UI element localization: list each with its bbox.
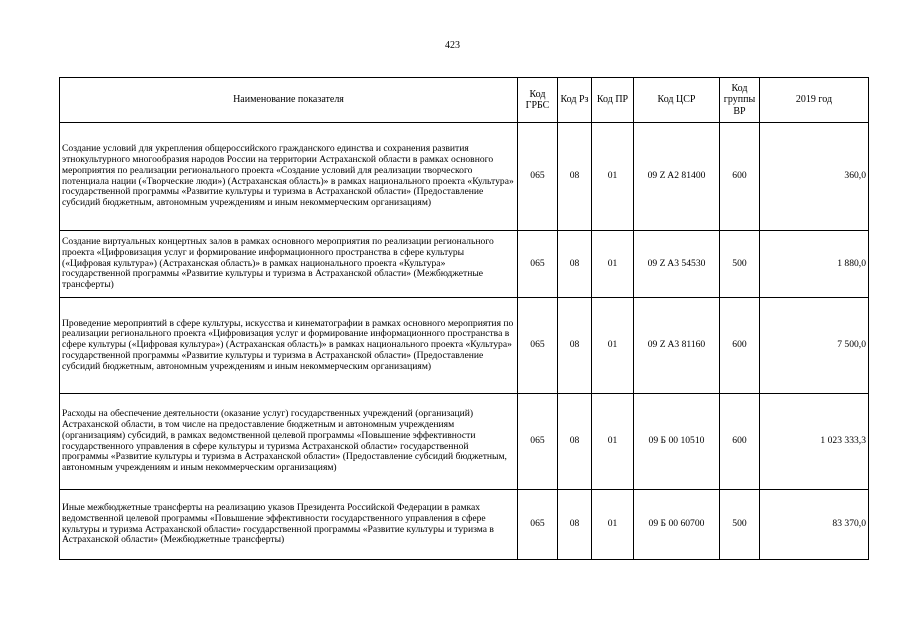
header-row [60,78,869,123]
amount-2019: 360,0 [760,123,869,231]
grbs-code: 065 [518,490,558,560]
pr-code: 01 [592,123,634,231]
rz-code: 08 [558,231,592,298]
grbs-code: 065 [518,394,558,490]
header-name: Наименование показателя [60,78,518,123]
table-body [60,123,869,560]
rz-code: 08 [558,123,592,231]
header-csr: Код ЦСР [634,78,720,123]
budget-table [59,77,869,560]
pr-code: 01 [592,298,634,394]
header-grbs: Код ГРБС [518,78,558,123]
pr-code: 01 [592,394,634,490]
table-row [60,394,869,490]
csr-code: 09 Б 00 10510 [634,394,720,490]
csr-code: 09 Б 00 60700 [634,490,720,560]
pr-code: 01 [592,231,634,298]
header-year: 2019 год [760,78,869,123]
amount-2019: 1 023 333,3 [760,394,869,490]
vr-code: 500 [720,231,760,298]
page-number: 423 [445,40,460,51]
table-header [60,78,869,123]
table-row [60,490,869,560]
vr-code: 600 [720,123,760,231]
vr-code: 600 [720,394,760,490]
grbs-code: 065 [518,298,558,394]
csr-code: 09 Z A3 54530 [634,231,720,298]
amount-2019: 1 880,0 [760,231,869,298]
header-rz: Код Рз [558,78,592,123]
table-row [60,298,869,394]
grbs-code: 065 [518,123,558,231]
header-pr: Код ПР [592,78,634,123]
indicator-name: Расходы на обеспечение деятельности (оказание услуг) государственных учреждений (организаций) Астраханской области, в том числе на предоставление бюджетным и автономным учреждениям (организациям) субсидий, в рамках ведомственной целевой программы «Повышение эффективности государственного управления в сфере культуры и туризма Астраханской области» государственной программы «Развитие культуры и туризма в Астраханской области» (Предоставление субсидий бюджетным, автономным учреждениям и иным некоммерческим организациям) [60,394,518,490]
header-vr: Код группы ВР [720,78,760,123]
indicator-name: Создание условий для укрепления общероссийского гражданского единства и сохранения развития этнокультурного многообразия народов России на территории Астраханской области в рамках основного мероприятия по реализации регионального проекта «Создание условий для реализации творческого потенциала нации («Творческие люди») (Астраханская область)» в рамках национального проекта «Культура» государственной программы «Развитие культуры и туризма в Астраханской области» (Предоставление субсидий бюджетным, автономным учреждениям и иным некоммерческим организациям) [60,123,518,231]
grbs-code: 065 [518,231,558,298]
csr-code: 09 Z A3 81160 [634,298,720,394]
pr-code: 01 [592,490,634,560]
indicator-name: Проведение мероприятий в сфере культуры, искусства и кинематографии в рамках основного мероприятия по реализации регионального проекта «Цифровизация услуг и формирование информационного пространства в сфере культуры («Цифровая культура») (Астраханская область)» в рамках национального проекта «Культура» государственной программы «Развитие культуры и туризма в Астраханской области» (Предоставление субсидий бюджетным, автономным учреждениям и иным некоммерческим организациям) [60,298,518,394]
vr-code: 600 [720,298,760,394]
rz-code: 08 [558,490,592,560]
amount-2019: 7 500,0 [760,298,869,394]
amount-2019: 83 370,0 [760,490,869,560]
rz-code: 08 [558,298,592,394]
csr-code: 09 Z A2 81400 [634,123,720,231]
vr-code: 500 [720,490,760,560]
table-row [60,123,869,231]
indicator-name: Иные межбюджетные трансферты на реализацию указов Президента Российской Федерации в рамках ведомственной целевой программы «Повышение эффективности государственного управления в сфере культуры и туризма Астраханской области» государственной программы «Развитие культуры и туризма в Астраханской области» (Межбюджетные трансферты) [60,490,518,560]
table-row [60,231,869,298]
rz-code: 08 [558,394,592,490]
indicator-name: Создание виртуальных концертных залов в рамках основного мероприятия по реализации регионального проекта «Цифровизация услуг и формирование информационного пространства в сфере культуры («Цифровая культура») (Астраханская область)» в рамках национального проекта «Культура» государственной программы «Развитие культуры и туризма в Астраханской области» (Межбюджетные трансферты) [60,231,518,298]
